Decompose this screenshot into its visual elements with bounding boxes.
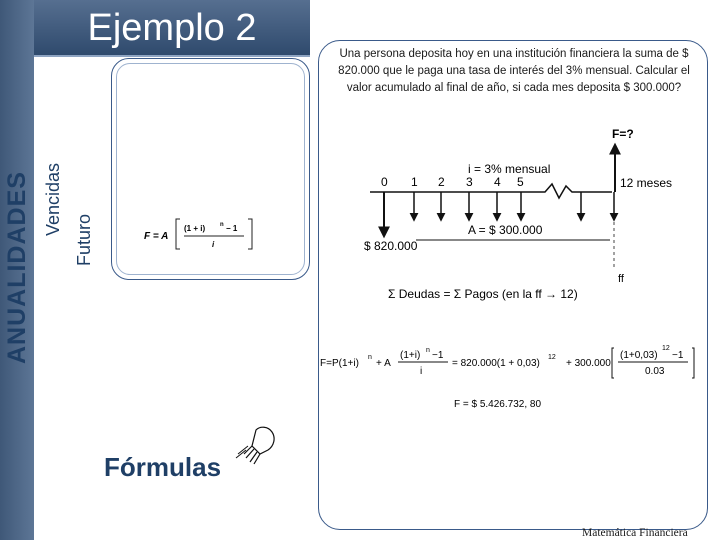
solution-plus-2: + 300.000 [566,358,611,369]
initial-deposit-label: $ 820.000 [364,239,418,253]
period-4: 4 [494,175,501,189]
problem-statement: Una persona deposita hoy en una institución financiera la suma de $ 820.000 que le paga una tasa de interés del 3% mensual. Calcular el valor acumulado al final de año, si cada mes deposita $ 300.000? [338,48,690,94]
vertical-label-anualidades: ANUALIDADES [3,171,31,364]
period-2: 2 [438,175,445,189]
solution-plus-a: + A [376,358,391,369]
formula-numerator: (1 + i) [184,224,206,233]
formulas-label: Fórmulas [104,452,222,482]
solution-general: F=P(1+i) [320,358,359,369]
period-1: 1 [411,175,418,189]
footer-course-label: Matemática Financiera [582,527,688,539]
solution-frac2-den: 0.03 [645,366,665,377]
period-5: 5 [517,175,524,189]
rate-label: i = 3% mensual [468,162,551,176]
formula-exponent: n [220,222,224,228]
formula-minus-one: − 1 [226,224,238,233]
solution-exp-12a: 12 [548,354,556,361]
solution-equals-1: = 820.000(1 + 0,03) [452,358,540,369]
solution-frac2-tail: −1 [672,350,684,361]
focal-date-label: ff [618,273,624,285]
period-0: 0 [381,175,388,189]
solution-frac2-exp: 12 [662,345,670,352]
period-3: 3 [466,175,473,189]
formula-lhs: F = A [144,231,169,242]
solution-result: F = $ 5.426.732, 80 [454,399,542,410]
annuity-label: A = $ 300.000 [468,223,543,237]
solution-frac-num: (1+i) [400,350,421,361]
balance-equation: Σ Deudas = Σ Pagos (en la ff → 12) [388,287,578,301]
vertical-label-futuro: Futuro [74,213,94,266]
months-label: 12 meses [620,176,673,190]
hand-pointer-icon [234,424,278,466]
solution-frac-num-exp: n [426,347,430,354]
vertical-label-vencidas: Vencidas [43,162,63,236]
solution-frac-den: i [420,366,423,377]
solution-frac-num-tail: −1 [432,350,444,361]
slide-title: Ejemplo 2 [87,7,257,49]
formula-denominator: i [212,240,215,249]
future-value-label: F=? [612,127,634,141]
solution-frac2-num: (1+0,03) [620,350,658,361]
solution-general-exp: n [368,354,372,361]
